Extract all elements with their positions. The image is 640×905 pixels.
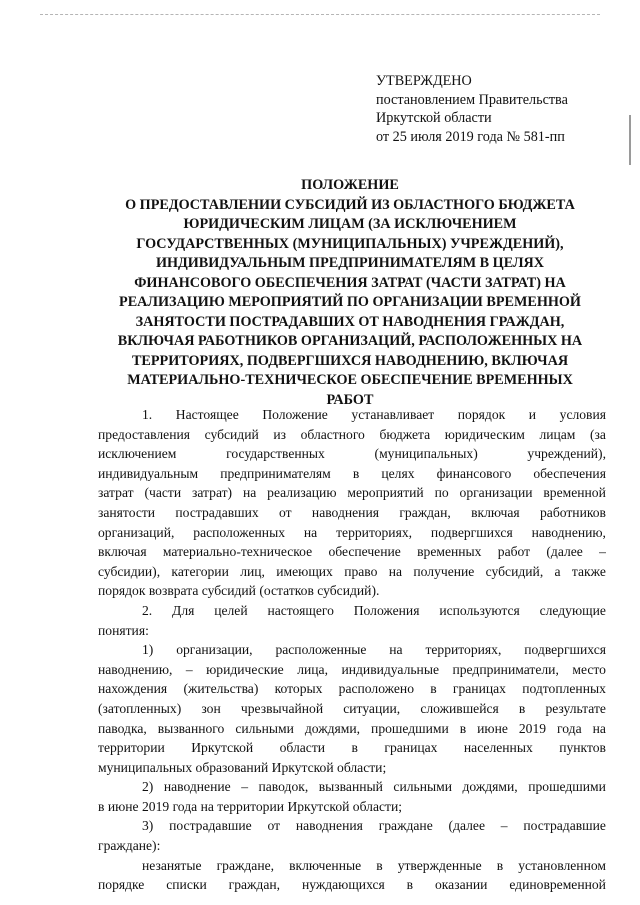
word: Иркутской: [191, 740, 254, 756]
word: расположенных: [193, 524, 286, 540]
title-line: О ПРЕДОСТАВЛЕНИИ СУБСИДИЙ ИЗ ОБЛАСТНОГО БЮДЖЕТА: [125, 196, 575, 213]
word: из: [273, 426, 286, 442]
word: сильными: [393, 779, 452, 795]
word: занятости: [98, 504, 156, 520]
word: подтопленных: [522, 681, 606, 697]
word: учреждений),: [527, 446, 606, 462]
word: государственных: [226, 446, 325, 462]
word: категории: [171, 563, 229, 579]
word: июне: [477, 720, 508, 736]
word: имеющих: [276, 563, 333, 579]
word: Положение: [262, 407, 328, 422]
document-title: [90, 176, 610, 410]
word: (части: [144, 485, 182, 501]
paragraph-line: [98, 483, 606, 503]
word: территориях,: [425, 642, 502, 658]
word: возврата: [148, 583, 202, 599]
word: в: [518, 700, 526, 716]
approval-line: постановлением Правительства: [376, 91, 568, 108]
word: порядок: [98, 583, 149, 599]
word: организации: [459, 485, 533, 501]
word: целях: [381, 465, 415, 481]
paragraph-line: [98, 816, 606, 836]
word: вызванного: [157, 720, 225, 736]
word: а: [554, 563, 561, 579]
word: право: [344, 563, 378, 579]
word: пострадавших: [175, 504, 259, 520]
word: включая: [98, 544, 147, 560]
paragraph-line: [98, 444, 606, 464]
word: устанавливает: [351, 407, 435, 422]
word: лица,: [297, 661, 328, 677]
word: дождями,: [462, 779, 518, 795]
word: организаций,: [98, 524, 175, 540]
title-line: ЗАНЯТОСТИ ПОСТРАДАВШИХ ОТ НАВОДНЕНИЯ ГРАЖДАН,: [135, 313, 565, 330]
word: (затопленных): [98, 700, 182, 716]
word: паводка,: [98, 720, 147, 736]
word: –: [500, 818, 508, 834]
word: условия: [559, 407, 606, 422]
word: в: [98, 798, 108, 814]
word: областного: [300, 426, 365, 442]
word: наводнение: [163, 779, 231, 795]
word: на: [389, 642, 403, 658]
word: следующие: [539, 602, 606, 618]
word: (остатков: [259, 583, 318, 599]
title-line: МАТЕРИАЛЬНО-ТЕХНИЧЕСКОЕ ОБЕСПЕЧЕНИЕ ВРЕМЕННЫХ: [127, 372, 573, 388]
word: мероприятий: [347, 485, 424, 501]
word: наводнению,: [98, 661, 173, 677]
word: получение: [413, 563, 475, 579]
word: населенных: [463, 740, 533, 756]
paragraph-line: [98, 738, 606, 758]
word: списки: [166, 877, 207, 893]
word: нуждающихся: [301, 877, 385, 893]
word: сложившейся: [420, 700, 499, 716]
word: лицам: [539, 426, 576, 442]
word: года: [172, 798, 201, 814]
word: нахождения: [98, 681, 168, 697]
word: затрат: [98, 485, 134, 501]
word: незанятые: [142, 857, 202, 873]
word: пострадавшие: [523, 818, 606, 834]
word: организации,: [176, 642, 253, 658]
title-line: ИНДИВИДУАЛЬНЫМ ПРЕДПРИНИМАТЕЛЯМ В ЦЕЛЯХ: [155, 255, 545, 271]
word: –: [599, 544, 606, 560]
word: Для: [172, 602, 195, 618]
word: Настоящее: [175, 407, 239, 422]
word: подвергшихся: [524, 642, 606, 658]
paragraph-line: [98, 640, 606, 660]
word: в: [496, 857, 504, 873]
word: используются: [439, 602, 520, 618]
word: Иркутской: [287, 798, 353, 814]
word: 2019: [141, 798, 173, 814]
word: 3): [142, 818, 154, 834]
word: финансового: [436, 465, 512, 481]
word: области;: [352, 798, 403, 814]
word: на: [303, 524, 318, 540]
word: в: [430, 681, 437, 697]
word: работ: [497, 544, 531, 560]
document-body: [98, 405, 606, 895]
title-line: РЕАЛИЗАЦИЮ МЕРОПРИЯТИЙ ПО ОРГАНИЗАЦИИ ВРЕМЕННОЙ: [119, 294, 581, 310]
paragraph-line: [98, 875, 606, 895]
paragraph-line: [98, 621, 606, 641]
paragraph-line: [98, 405, 606, 425]
word: в: [376, 857, 383, 873]
word: включая: [471, 504, 520, 520]
word: порядок: [457, 407, 506, 422]
paragraph-line: [98, 679, 606, 699]
word: области: [279, 740, 326, 756]
word: юридические: [206, 661, 284, 677]
word: граждан,: [228, 877, 281, 893]
paragraph-line: [98, 719, 606, 739]
approval-date-number: от 25 июля 2019 года № 581-пп: [376, 128, 565, 145]
paragraph-line: [98, 699, 606, 719]
word: которых: [274, 681, 323, 697]
word: в: [351, 740, 358, 756]
word: затрат): [191, 485, 233, 501]
word: территориях,: [336, 524, 413, 540]
word: паводок,: [258, 779, 309, 795]
word: индивидуальным: [98, 465, 199, 481]
word: предприниматели,: [452, 661, 559, 677]
word: субсидий: [204, 426, 259, 442]
title-line: ФИНАНСОВОГО ОБЕСПЕЧЕНИЯ ЗАТРАТ (ЧАСТИ ЗАТРАТ) НА: [134, 274, 566, 291]
word: (далее: [448, 818, 485, 834]
word: и: [528, 407, 537, 422]
word: граждане):: [98, 838, 161, 854]
word: результате: [545, 700, 606, 716]
word: бюджета: [379, 426, 431, 442]
word: установленном: [518, 857, 606, 873]
word: на: [388, 563, 403, 579]
word: муниципальных: [98, 759, 196, 775]
word: субсидии),: [98, 563, 161, 579]
word: июне: [107, 798, 142, 814]
word: пунктов: [559, 740, 606, 756]
word: Положения: [353, 602, 420, 618]
approval-line: Иркутской области: [376, 110, 492, 127]
word: граждан,: [399, 504, 451, 520]
paragraph-line: [98, 523, 606, 543]
word: года: [557, 720, 582, 736]
paragraph-line: [98, 777, 606, 797]
title-line: ВКЛЮЧАЯ РАБОТНИКОВ ОРГАНИЗАЦИЙ, РАСПОЛОЖЕННЫХ НА: [117, 333, 583, 349]
word: субсидий,: [485, 563, 544, 579]
title-line: ТЕРРИТОРИЯХ, ПОДВЕРГШИХСЯ НАВОДНЕНИЮ, ВКЛЮЧАЯ: [131, 352, 569, 369]
word: на: [592, 720, 606, 736]
word: 2): [142, 779, 154, 795]
word: чрезвычайной: [240, 700, 324, 716]
word: обеспечения: [533, 465, 606, 481]
paragraph-line: [98, 836, 606, 856]
word: материально-техническое: [162, 544, 313, 560]
word: лиц,: [240, 563, 265, 579]
word: подвергшихся: [430, 524, 513, 540]
word: включенные: [289, 857, 362, 873]
word: (жительства): [183, 681, 259, 697]
word: 1): [142, 642, 154, 658]
approval-heading: УТВЕРЖДЕНО: [376, 73, 472, 89]
word: настоящего: [267, 602, 334, 618]
word: граждане: [378, 818, 433, 834]
word: (за: [590, 426, 606, 442]
word: от: [267, 818, 281, 834]
word: границах: [452, 681, 506, 697]
paragraph-line: [98, 797, 606, 817]
word: (далее: [546, 544, 583, 560]
word: понятия:: [98, 622, 149, 638]
paragraph-line: [98, 562, 606, 582]
word: оказании: [434, 877, 488, 893]
paragraph-line: [98, 581, 606, 601]
word: единовременной: [509, 877, 606, 893]
word: наводнению,: [531, 524, 606, 540]
title-line: РАБОТ: [326, 391, 374, 408]
word: территории: [98, 740, 165, 756]
word: Иркутской: [271, 759, 338, 775]
word: предоставления: [98, 426, 191, 442]
word: пострадавшие: [169, 818, 252, 834]
word: от: [279, 504, 292, 520]
word: целей: [214, 602, 248, 618]
title-heading: ПОЛОЖЕНИЕ: [301, 177, 399, 193]
word: ситуации,: [343, 700, 401, 716]
paragraph-line: [98, 464, 606, 484]
word: работников: [539, 504, 606, 520]
word: утвержденные: [397, 857, 482, 873]
paragraph-line: [98, 503, 606, 523]
word: –: [241, 779, 248, 795]
word: временной: [543, 485, 606, 501]
paragraph-line: [98, 856, 606, 876]
word: место: [572, 661, 606, 677]
word: прошедшими: [528, 779, 606, 795]
paragraph-line: [98, 425, 606, 445]
word: наводнения: [311, 504, 379, 520]
paragraph-line: [98, 601, 606, 621]
paragraph-line: [98, 758, 606, 778]
title-line: ГОСУДАРСТВЕННЫХ (МУНИЦИПАЛЬНЫХ) УЧРЕЖДЕНИЙ),: [136, 235, 564, 252]
word: в: [352, 465, 360, 481]
word: обеспечение: [328, 544, 401, 560]
approval-stamp-block: [376, 72, 636, 146]
word: (муниципальных): [374, 446, 478, 462]
word: временных: [417, 544, 482, 560]
word: реализацию: [267, 485, 337, 501]
word: –: [185, 661, 193, 677]
word: порядке: [98, 877, 145, 893]
word: расположено: [338, 681, 414, 697]
word: в: [459, 720, 467, 736]
word: области;: [337, 759, 387, 775]
word: на: [200, 798, 218, 814]
word: также: [571, 563, 606, 579]
word: предпринимателям: [220, 465, 331, 481]
word: индивидуальные: [341, 661, 439, 677]
word: сильными: [235, 720, 294, 736]
title-line: ЮРИДИЧЕСКИМ ЛИЦАМ (ЗА ИСКЛЮЧЕНИЕМ: [183, 216, 517, 232]
word: субсидий).: [317, 583, 380, 599]
word: границах: [384, 740, 438, 756]
word: вызванный: [318, 779, 383, 795]
paragraph-line: [98, 660, 606, 680]
word: наводнения: [295, 818, 363, 834]
word: граждане,: [216, 857, 275, 873]
word: 2019: [518, 720, 547, 736]
word: прошедшими: [371, 720, 449, 736]
word: по: [434, 485, 449, 501]
word: территории: [217, 798, 288, 814]
word: исключением: [98, 446, 177, 462]
word: 2.: [142, 602, 153, 618]
word: юридическим: [444, 426, 525, 442]
word: расположенные: [275, 642, 367, 658]
word: в: [406, 877, 414, 893]
word: зон: [201, 700, 221, 716]
word: на: [242, 485, 257, 501]
word: 1.: [142, 407, 153, 422]
scan-top-line: [40, 14, 600, 15]
word: субсидий: [201, 583, 260, 599]
word: образований: [195, 759, 272, 775]
paragraph-line: [98, 542, 606, 562]
word: дождями,: [304, 720, 361, 736]
